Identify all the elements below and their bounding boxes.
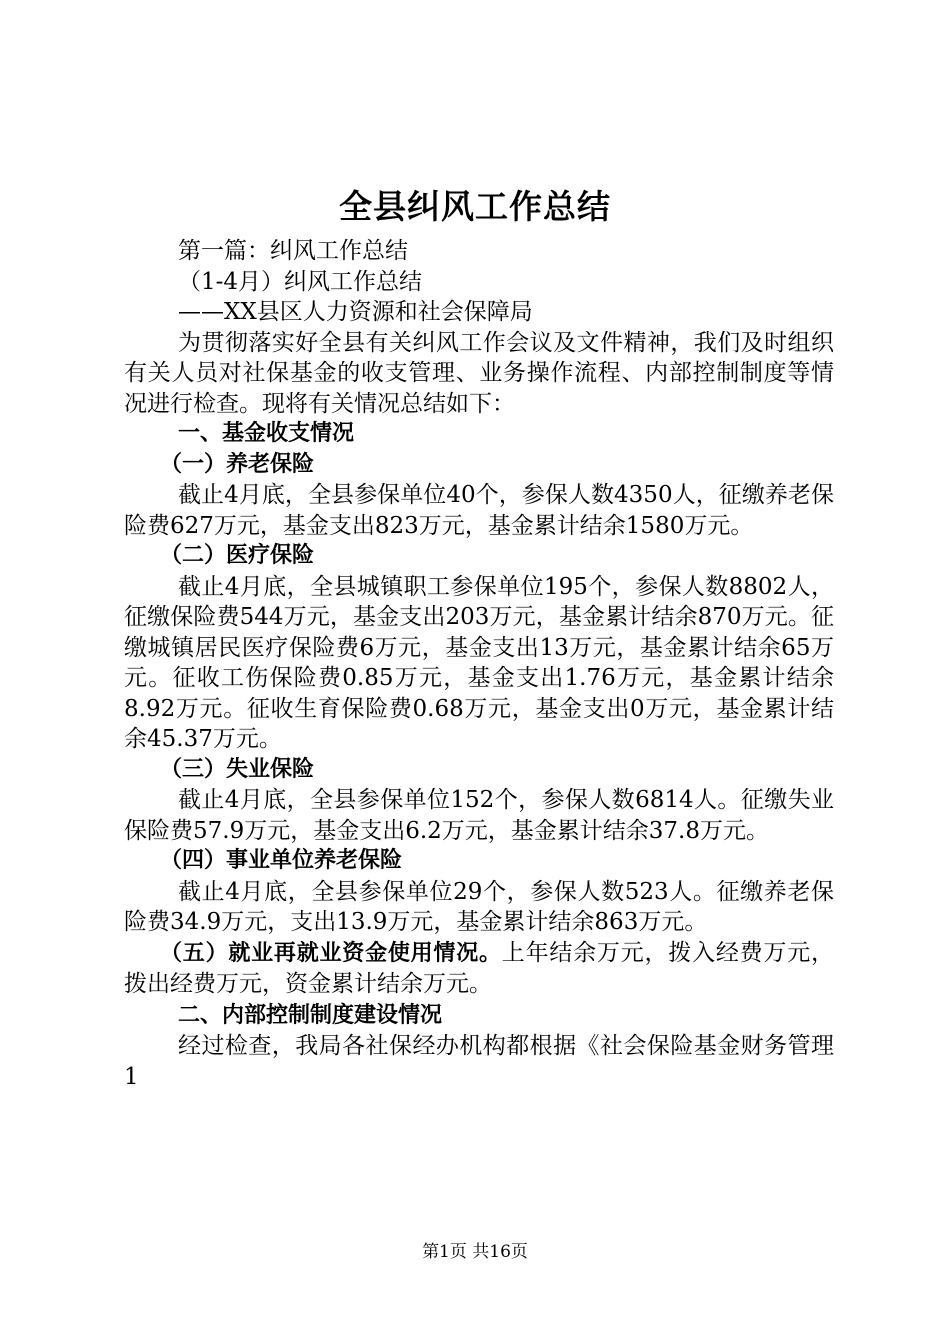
subsection-heading-unemployment: （三）失业保险 xyxy=(160,756,315,782)
page-footer: 第1页 共16页 xyxy=(422,1242,528,1262)
subsection-heading-institution-pension: （四）事业单位养老保险 xyxy=(160,848,403,873)
paragraph-employment-funds xyxy=(124,938,834,1001)
document-title: 全县纠风工作总结 xyxy=(339,187,611,226)
subsection-heading-medical: （二）医疗保险 xyxy=(160,543,315,568)
section-heading-2: 二、内部控制制度建设情况 xyxy=(178,1002,443,1028)
author-line: ——XX县区人力资源和社会保障局 xyxy=(178,299,533,325)
paragraph-medical: 截止4月底，全县城镇职工参保单位195个，参保人数8802人，征缴保险费544万元，基金支出203万元，基金累计结余870万元。征缴城镇居民医疗保险费6万元，基金支出13万元，基金累计结余65万元。征收工伤保险费0.85万元，基金支出1.76万元，基金累计结余8.92万元。征收生育保险费0.68万元，基金支出0万元，基金累计结余45.37万元。 xyxy=(124,573,834,752)
chapter-heading: 第一篇：纠风工作总结 xyxy=(178,238,408,264)
subsection-heading-employment: （五）就业再就业资金使用情况。 xyxy=(160,940,502,966)
intro-paragraph: 为贯彻落实好全县有关纠风工作会议及文件精神，我们及时组织有关人员对社保基金的收支管理、业务操作流程、内部控制制度等情况进行检查。现将有关情况总结如下： xyxy=(124,329,834,417)
paragraph-pension: 截止4月底，全县参保单位40个，参保人数4350人，征缴养老保险费627万元，基金支出823万元，基金累计结余1580万元。 xyxy=(124,482,834,539)
document-body xyxy=(124,236,834,1092)
paragraph-unemployment: 截止4月底，全县参保单位152个，参保人数6814人。征缴失业保险费57.9万元，基金支出6.2万元，基金累计结余37.8万元。 xyxy=(124,787,834,844)
paragraph-internal-control: 经过检查，我局各社保经办机构都根据《社会保险基金财务管理1 xyxy=(124,1033,834,1090)
document-subtitle: （1-4月）纠风工作总结 xyxy=(178,268,423,295)
paragraph-institution-pension: 截止4月底，全县参保单位29个，参保人数523人。征缴养老保险费34.9万元，支出13.9万元，基金累计结余863万元。 xyxy=(124,878,834,935)
subsection-heading-pension: （一）养老保险 xyxy=(160,451,315,477)
section-heading-1: 一、基金收支情况 xyxy=(178,421,355,446)
employment-funds-text: 上年结余万元，拨入经费万元，拨出经费万元，资金累计结余万元。 xyxy=(124,939,834,997)
